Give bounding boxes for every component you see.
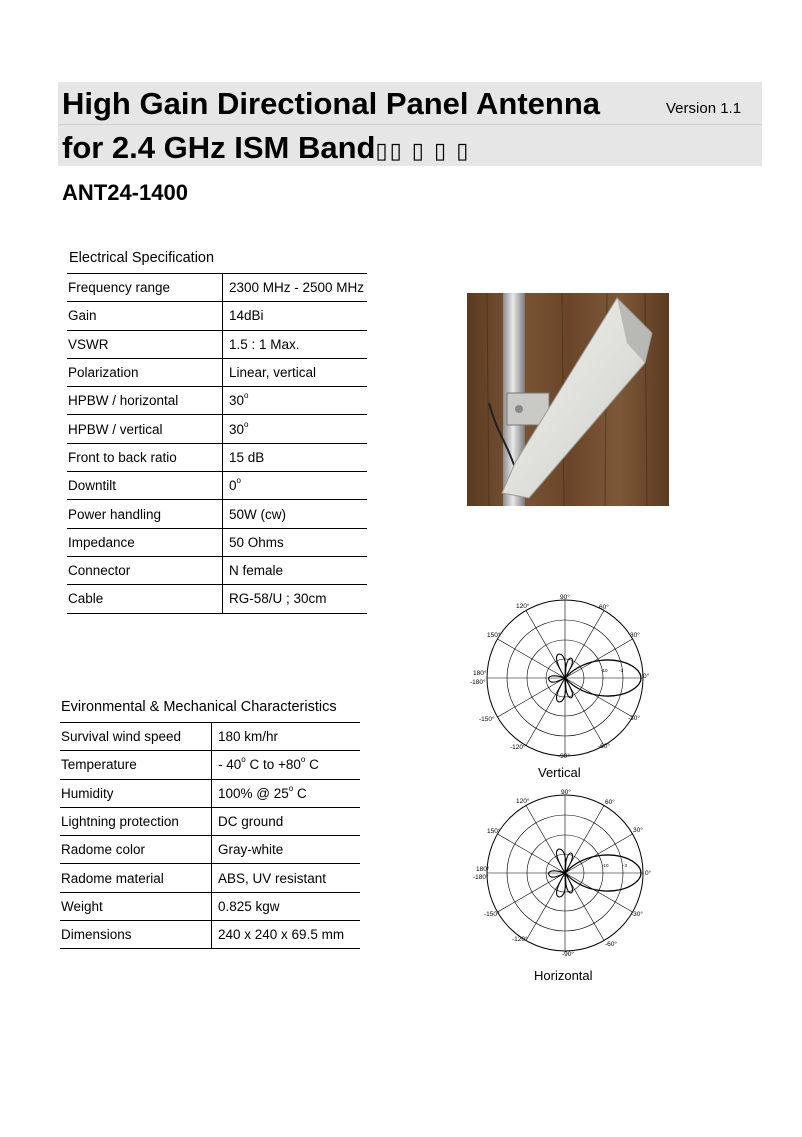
table-row — [67, 472, 367, 500]
spec-label: Lightning protection — [60, 807, 212, 835]
vertical-caption: Vertical — [538, 765, 581, 780]
spec-value — [212, 751, 361, 779]
spec-value: 0.825 kgw — [212, 892, 361, 920]
table-row — [67, 443, 367, 471]
table-row — [67, 330, 367, 358]
angle-label: -180° — [470, 679, 486, 686]
spec-label: Frequency range — [67, 274, 223, 302]
degree-symbol: o — [244, 419, 249, 429]
spec-label: Temperature — [60, 751, 212, 779]
table-row — [67, 302, 367, 330]
horizontal-caption: Horizontal — [534, 968, 593, 983]
spec-value: Linear, vertical — [223, 358, 368, 386]
table-row — [60, 779, 360, 807]
horizontal-polar-chart — [465, 785, 665, 965]
spec-value — [223, 472, 368, 500]
table-row — [60, 892, 360, 920]
table-row — [67, 500, 367, 528]
ring-label: -3 — [623, 863, 628, 868]
table-row — [67, 274, 367, 302]
spec-value: DC ground — [212, 807, 361, 835]
angle-label: -60° — [605, 941, 617, 948]
angle-label: 30° — [630, 632, 640, 639]
angle-label: -90° — [558, 753, 570, 760]
degree-symbol: o — [288, 783, 294, 793]
table-row — [60, 921, 360, 949]
spec-value: 50W (cw) — [223, 500, 368, 528]
angle-label: 0° — [645, 870, 652, 877]
humidity-value: 100% @ 25 — [218, 785, 289, 801]
spec-label: Dimensions — [60, 921, 212, 949]
angle-label: 60° — [605, 799, 615, 806]
spec-value: RG-58/U ; 30cm — [223, 585, 368, 613]
spec-value: 15 dB — [223, 443, 368, 471]
spec-label: Weight — [60, 892, 212, 920]
title-line2-text: for 2.4 GHz ISM Band — [62, 130, 376, 165]
angle-label: -150° — [484, 911, 500, 918]
temp-low: - 40 — [218, 757, 242, 773]
spec-value: 50 Ohms — [223, 528, 368, 556]
angle-label: 150° — [487, 828, 501, 835]
table-row — [60, 836, 360, 864]
angle-label: 0° — [643, 673, 650, 680]
spec-label: Humidity — [60, 779, 212, 807]
angle-label: 60° — [599, 604, 609, 611]
spec-label: Impedance — [67, 528, 223, 556]
angle-label: 30° — [633, 827, 643, 834]
table-row — [60, 864, 360, 892]
title-garbled-glyphs: ▯▯ ▯ ▯ ▯ — [375, 138, 471, 163]
table-row — [67, 585, 367, 613]
angle-label: -120° — [510, 744, 526, 751]
angle-label: 180° — [473, 670, 487, 677]
vertical-polar-chart — [465, 590, 665, 785]
environmental-table — [60, 722, 360, 949]
spec-label: Polarization — [67, 358, 223, 386]
angle-label: -150° — [479, 716, 495, 723]
electrical-heading: Electrical Specification — [69, 250, 215, 266]
ring-label: -10 — [602, 863, 609, 868]
angle-label: -30° — [628, 715, 640, 722]
humidity-unit: C — [293, 785, 307, 801]
spec-label: Survival wind speed — [60, 723, 212, 751]
angle-label: 120° — [516, 798, 530, 805]
angle-label: 90° — [560, 594, 570, 601]
table-row — [67, 387, 367, 415]
spec-value-number: 30 — [229, 421, 245, 437]
spec-value — [223, 387, 368, 415]
spec-value: 1.5 : 1 Max. — [223, 330, 368, 358]
model-number: ANT24-1400 — [62, 180, 188, 205]
spec-value: 14dBi — [223, 302, 368, 330]
spec-label: Gain — [67, 302, 223, 330]
spec-label: Radome color — [60, 836, 212, 864]
angle-label: 150° — [487, 632, 501, 639]
spec-value: 240 x 240 x 69.5 mm — [212, 921, 361, 949]
temp-mid: C to +80 — [245, 757, 301, 773]
spec-value: N female — [223, 556, 368, 584]
spec-value: 180 km/hr — [212, 723, 361, 751]
degree-symbol: o — [236, 476, 241, 486]
spec-label: HPBW / horizontal — [67, 387, 223, 415]
angle-label: -180° — [473, 874, 489, 881]
page-title-line1: High Gain Directional Panel Antenna — [62, 86, 600, 121]
spec-label: Radome material — [60, 864, 212, 892]
spec-label: Front to back ratio — [67, 443, 223, 471]
environmental-heading: Evironmental & Mechanical Characteristics — [61, 699, 337, 715]
spec-value: ABS, UV resistant — [212, 864, 361, 892]
temp-unit: C — [305, 757, 319, 773]
spec-value-number: 0 — [229, 478, 237, 494]
version-label: Version 1.1 — [666, 100, 742, 117]
angle-label: -90° — [562, 951, 574, 958]
spec-label: VSWR — [67, 330, 223, 358]
angle-label: -60° — [598, 743, 610, 750]
spec-value — [212, 779, 361, 807]
spec-value — [223, 415, 368, 443]
spec-value: Gray-white — [212, 836, 361, 864]
angle-label: 90° — [561, 789, 571, 796]
ring-label: -10 — [601, 668, 608, 673]
table-row — [60, 723, 360, 751]
degree-symbol: o — [244, 391, 249, 401]
table-row — [60, 751, 360, 779]
spec-value-number: 30 — [229, 393, 245, 409]
table-row — [67, 556, 367, 584]
ring-label: -3 — [619, 668, 624, 673]
angle-label: -120° — [512, 936, 528, 943]
table-row — [67, 415, 367, 443]
table-row — [67, 528, 367, 556]
table-row — [67, 358, 367, 386]
table-row — [60, 807, 360, 835]
spec-label: HPBW / vertical — [67, 415, 223, 443]
electrical-table — [67, 273, 367, 614]
angle-label: 180° — [476, 866, 490, 873]
spec-label: Power handling — [67, 500, 223, 528]
spec-value: 2300 MHz - 2500 MHz — [223, 274, 368, 302]
spec-label: Downtilt — [67, 472, 223, 500]
angle-label: 120° — [516, 603, 530, 610]
antenna-photo — [467, 293, 669, 506]
degree-symbol: o — [300, 755, 306, 765]
page-title-line2 — [62, 130, 470, 166]
spec-label: Cable — [67, 585, 223, 613]
title-divider — [58, 124, 762, 125]
spec-label: Connector — [67, 556, 223, 584]
angle-label: -30° — [631, 911, 643, 918]
degree-symbol: o — [241, 755, 246, 765]
